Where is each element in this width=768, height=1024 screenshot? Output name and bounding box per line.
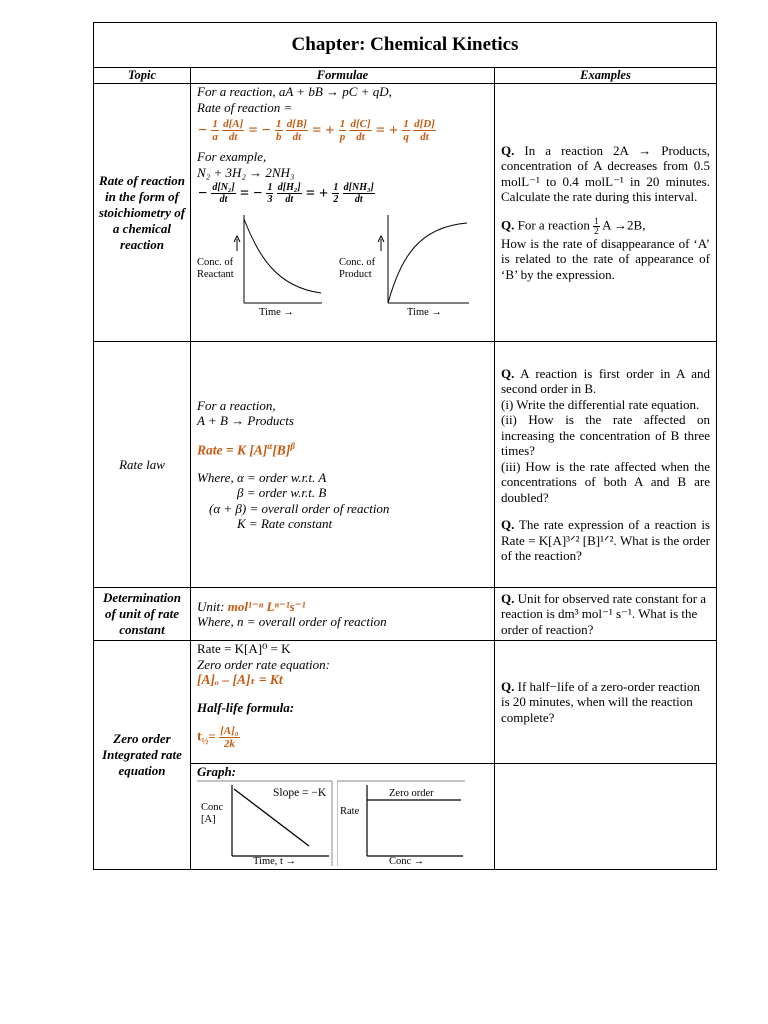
order-wrt-b: β = order w.r.t. B	[237, 485, 327, 500]
header-examples: Examples	[495, 68, 717, 84]
rate-equation-general: − $\frac{1}{a}$ $\frac{d[A]}{dt}$ = − $\frac{1}{b}$ $\frac{d[B]}{dt}$ = + $\frac{1}{p}$ $\frac{d[C]}{dt}$ = + $\frac{1}{q}$ $\frac{d[D]}{dt}$	[198, 118, 435, 143]
example-label: For example,	[197, 149, 267, 164]
half-life-label: Half-life formula:	[197, 699, 295, 715]
example-reaction: N₂ + 3H₂ → 2NH₃	[197, 164, 295, 180]
product-graph: Conc. of Product Time →	[339, 207, 489, 322]
unit-line: Unit: mol¹⁻ⁿ Lⁿ⁻¹s⁻¹	[197, 598, 306, 614]
rate-law-reaction: A + B → Products	[197, 413, 294, 428]
zero-order-graphs	[197, 780, 488, 866]
concentration-graphs	[197, 207, 488, 322]
document-page	[93, 22, 716, 870]
kinetics-table	[93, 22, 717, 870]
rate-equation-example: − $\frac{\text{d[N₂]}}{dt}$ = − $\frac{1}{3}$ $\frac{\text{d[H₂]}}{dt}$ = + $\frac{1}{2}$ $\frac{\text{d[NH₃]}}{dt}$	[198, 182, 374, 205]
topic-rate-stoichiometry: Rate of reaction in the form of stoichiometry of a chemical reaction	[94, 84, 191, 342]
rate-law-expression: Rate = K $[A]^\alpha[B]^\beta$	[197, 440, 295, 457]
rate-constant-def: K = Rate constant	[237, 516, 333, 531]
graph-label: Graph:	[197, 764, 237, 779]
unit-where: Where, n = overall order of reaction	[197, 614, 387, 629]
examples-unit-rate-constant: Q. Unit for observed rate constant for a reaction is dm³ mol⁻¹ s⁻¹. What is the order of reaction?	[495, 588, 717, 641]
topic-zero-order: Zero order Integrated rate equation	[94, 641, 191, 870]
topic-unit-rate-constant: Determination of unit of rate constant	[94, 588, 191, 641]
order-wrt-a: Where, α = order w.r.t. A	[197, 469, 327, 485]
formula-zero-order	[191, 641, 495, 764]
formula-rate-stoichiometry	[191, 84, 495, 342]
rate-law-intro: For a reaction,	[197, 397, 276, 413]
examples-empty-cell	[495, 764, 717, 870]
header-formulae: Formulae	[191, 68, 495, 84]
zero-order-equation-label: Zero order rate equation:	[197, 656, 330, 672]
page-title: Chapter: Chemical Kinetics	[94, 23, 717, 68]
topic-rate-law: Rate law	[94, 342, 191, 588]
reaction-general: For a reaction, aA + bB → pC + qD,	[197, 84, 392, 99]
zero-order-equation: [A]ₒ – [A]ₜ = Kt	[197, 672, 283, 687]
rate-of-reaction-label: Rate of reaction =	[197, 99, 293, 115]
formula-rate-law	[191, 342, 495, 588]
examples-rate-law	[495, 342, 717, 588]
overall-order: (α + β) = overall order of reaction	[209, 500, 390, 516]
question-rate-expression: Q. The rate expression of a reaction is Rate = K[A]³ᐟ² [B]¹ᐟ². What is the order of the reaction?	[501, 517, 710, 563]
header-topic: Topic	[94, 68, 191, 84]
reactant-graph: Conc. of Reactant Time →	[197, 207, 347, 322]
half-life-formula: $t_{\frac{1}{2}}=$ $\frac{\text{[A]₀}}{2k}$	[197, 725, 239, 750]
zero-order-graph-cell	[191, 764, 495, 870]
question-rate-interval: Q. In a reaction 2A → Products, concentration of A decreases from 0.5 molL⁻¹ to 0.4 molL⁻¹ in 20 minutes. Calculate the rate during this interval.	[501, 142, 710, 205]
conc-vs-time-graph: Conc [A] Slope = −K Time, t →	[201, 786, 327, 867]
formula-unit-rate-constant	[191, 588, 495, 641]
examples-rate-stoichiometry	[495, 84, 717, 342]
zero-order-rate: Rate = K[A]⁰ = K	[197, 641, 291, 656]
question-first-order: Q. A reaction is first order in A and second order in B. (i) Write the differential rate equation. (ii) How is the rate affected on increasing the concentration of B three times? (iii) How is the rate affected when the concentrations of both A and B are doubled?	[501, 365, 710, 505]
examples-zero-order: Q. If half−life of a zero-order reaction is 20 minutes, when will the reaction complete?	[495, 641, 717, 764]
question-rate-relation: Q. For a reaction $\frac{1}{2}$ A →2B, How is the rate of disappearance of ‘A’ is related to the rate of appearance of ‘B’ by the expression.	[501, 215, 710, 282]
rate-vs-conc-graph: Rate Zero order Conc →	[340, 787, 434, 867]
